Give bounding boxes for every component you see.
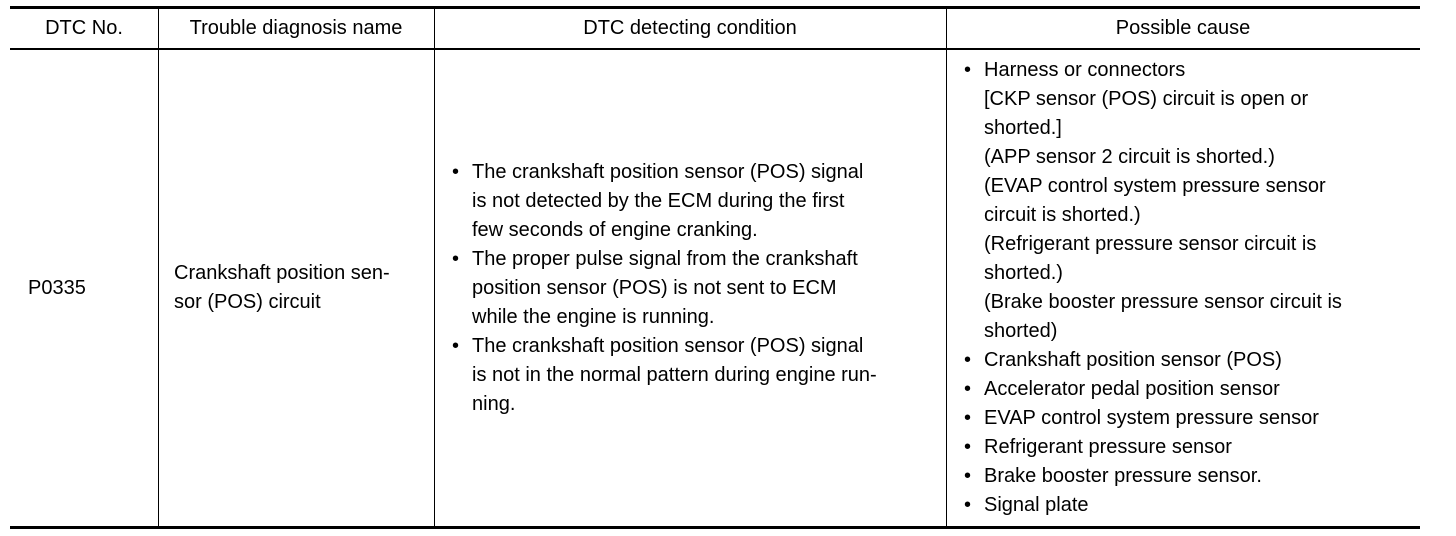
header-trouble-diagnosis-name: Trouble diagnosis name bbox=[189, 17, 403, 39]
condition-item: • The crankshaft position sensor (POS) signal is not in the normal pattern during engine run- ning. bbox=[448, 332, 877, 419]
dtc-code: P0335 bbox=[28, 276, 86, 299]
cell-possible-cause bbox=[960, 50, 1420, 526]
dtc-table bbox=[10, 6, 1420, 529]
cause-item: • Harness or connectors [CKP sensor (POS) circuit is open or shorted.] (APP sensor 2 circuit is shorted.) (EVAP control system pressure sensor circuit is shorted.) (Refrigerant pressure sensor circuit is shorted.) (Brake booster pressure sensor circuit is shorted) bbox=[960, 56, 1342, 346]
trouble-diagnosis-name: Crankshaft position sen- sor (POS) circuit bbox=[174, 262, 390, 313]
header-dtc-no: DTC No. bbox=[45, 17, 123, 39]
condition-list bbox=[448, 158, 877, 419]
cell-trouble-diagnosis-name bbox=[174, 50, 434, 526]
cause-list bbox=[960, 56, 1342, 520]
cause-item: • Refrigerant pressure sensor bbox=[960, 433, 1342, 462]
cause-item: • Crankshaft position sensor (POS) bbox=[960, 346, 1342, 375]
header-possible-cause: Possible cause bbox=[1115, 17, 1251, 39]
cause-item: • Signal plate bbox=[960, 491, 1342, 520]
column-divider bbox=[946, 9, 947, 526]
table-header-row bbox=[10, 9, 1420, 50]
cause-item: • EVAP control system pressure sensor bbox=[960, 404, 1342, 433]
column-divider bbox=[434, 9, 435, 526]
cell-dtc-detecting-condition bbox=[448, 50, 946, 526]
condition-item: • The crankshaft position sensor (POS) signal is not detected by the ECM during the first few seconds of engine cranking. bbox=[448, 158, 877, 245]
column-divider bbox=[158, 9, 159, 526]
cause-item: • Accelerator pedal position sensor bbox=[960, 375, 1342, 404]
cause-item: • Brake booster pressure sensor. bbox=[960, 462, 1342, 491]
header-dtc-detecting-condition: DTC detecting condition bbox=[583, 17, 797, 39]
condition-item: • The proper pulse signal from the crankshaft position sensor (POS) is not sent to ECM while the engine is running. bbox=[448, 245, 877, 332]
cell-dtc-no bbox=[28, 50, 158, 526]
